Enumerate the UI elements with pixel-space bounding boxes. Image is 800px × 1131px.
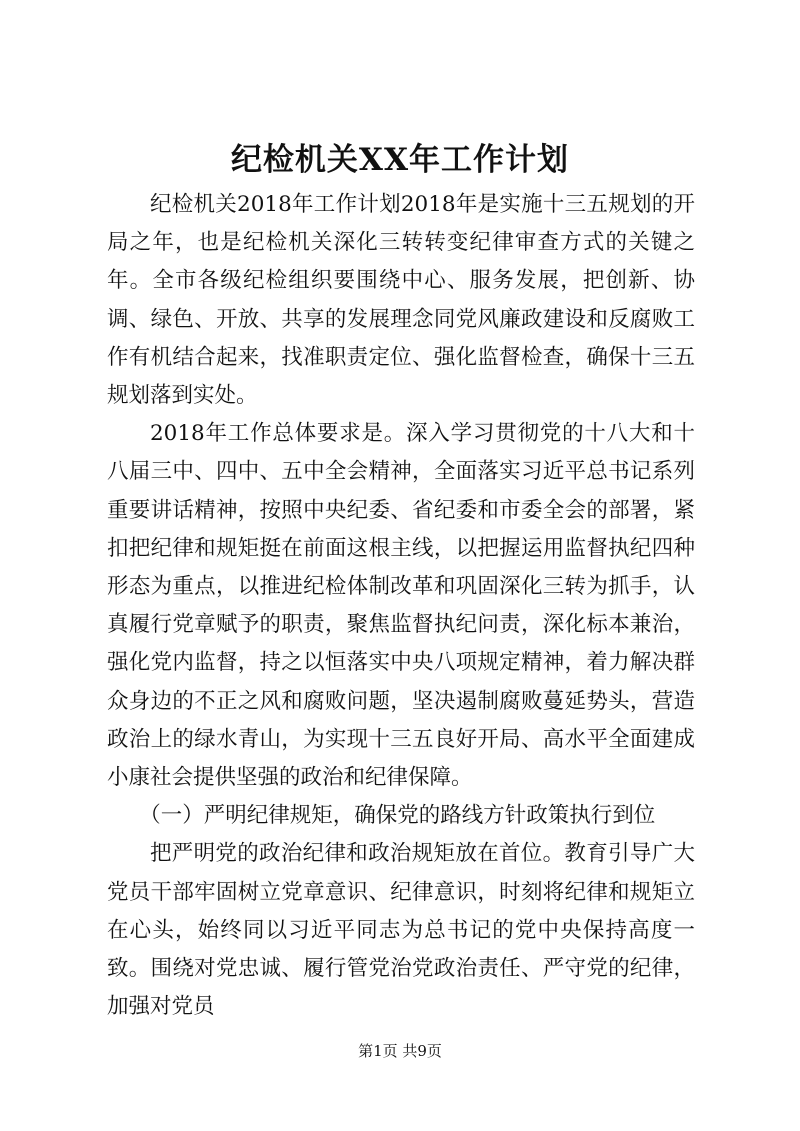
paragraph-requirements: 2018年工作总体要求是。深入学习贯彻党的十八大和十八届三中、四中、五中全会精神，全面落实习近平总书记系列重要讲话精神，按照中央纪委、省纪委和市委全会的部署，紧扣把纪律和规矩挺在前面这根主线，以把握运用监督执纪四种形态为重点，以推进纪检体制改革和巩固深化三转为抓手，认真履行党章赋予的职责，聚焦监督执纪问责，深化标本兼治，强化党内监督，持之以恒落实中央八项规定精神，着力解决群众身边的不正之风和腐败问题，坚决遏制腐败蔓延势头，营造政治上的绿水青山，为实现十三五良好开局、高水平全面建成小康社会提供坚强的政治和纪律保障。 xyxy=(107,421,695,791)
page-indicator: 第1页 共9页 xyxy=(358,1042,442,1060)
paragraph-intro: 纪检机关2018年工作计划2018年是实施十三五规划的开局之年，也是纪检机关深化三转转变纪律审查方式的关键之年。全市各级纪检组织要围绕中心、服务发展，把创新、协调、绿色、开放、共享的发展理念同党风廉政建设和反腐败工作有机结合起来，找准职责定位、强化监督检查，确保十三五规划落到实处。 xyxy=(107,192,695,409)
document-body xyxy=(107,186,695,1026)
section-heading-1: （一）严明纪律规矩，确保党的路线方针政策执行到位 xyxy=(139,803,656,829)
document-title: 纪检机关XX年工作计划 xyxy=(230,142,570,178)
paragraph-discipline: 把严明党的政治纪律和政治规矩放在首位。教育引导广大党员干部牢固树立党章意识、纪律意识，时刻将纪律和规矩立在心头，始终同以习近平同志为总书记的党中央保持高度一致。围绕对党忠诚、履行管党治党政治责任、严守党的纪律，加强对党员 xyxy=(107,841,695,1020)
